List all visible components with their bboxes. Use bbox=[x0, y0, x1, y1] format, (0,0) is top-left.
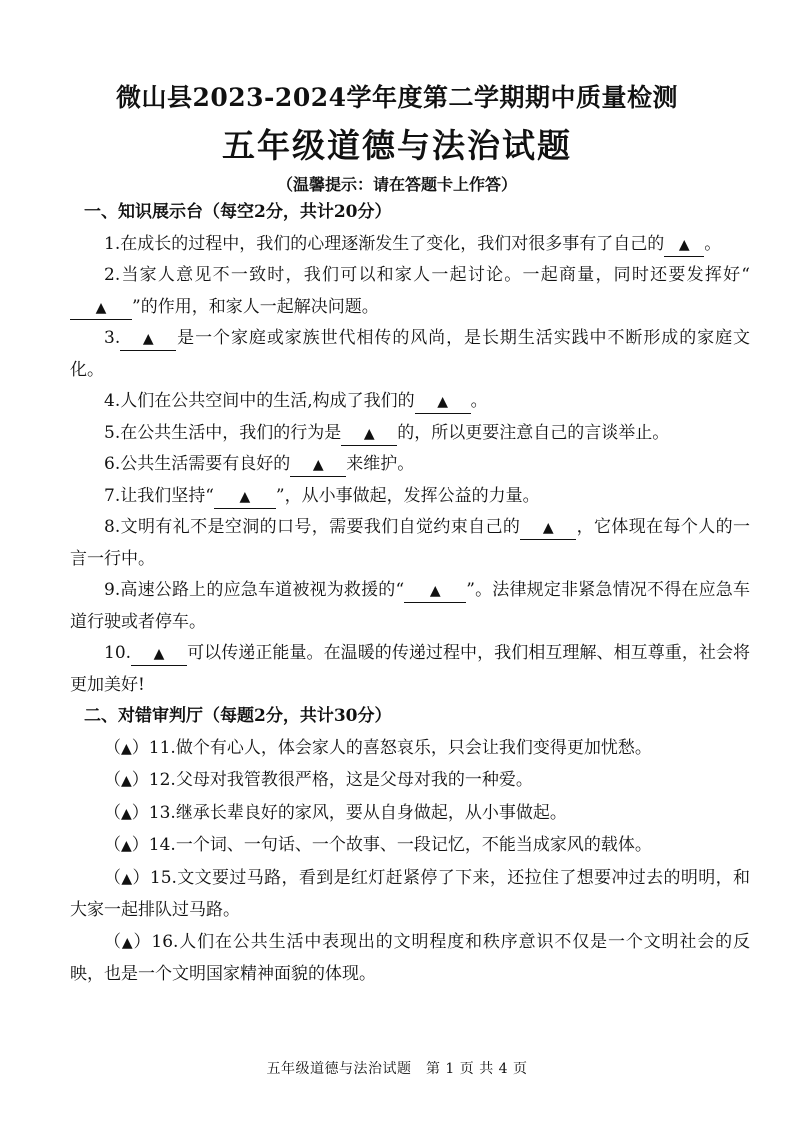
triangle-marker-icon: ▲ bbox=[121, 805, 132, 822]
question-10: 10. ▲ 可以传递正能量。在温暖的传递过程中，我们相互理解、相互尊重，社会将更加美好! bbox=[70, 643, 750, 695]
question-4: 4.人们在公共空间中的生活,构成了我们的 ▲ 。 bbox=[70, 386, 750, 418]
triangle-marker-icon: ▲ bbox=[121, 870, 133, 887]
question-1: 1.在成长的过程中，我们的心理逐渐发生了变化，我们对很多事有了自己的 ▲ 。 bbox=[70, 229, 750, 261]
triangle-marker-icon: ▲ bbox=[312, 457, 324, 473]
triangle-marker-icon: ▲ bbox=[142, 331, 154, 347]
question-12: （▲）12.父母对我管教很严格，这是父母对我的一种爱。 bbox=[104, 770, 533, 790]
question-14: （▲）14.一个词、一句话、一个故事、一段记忆，不能当成家风的载体。 bbox=[104, 835, 652, 855]
section1-heading: 一、知识展示台（每空2分，共计20分） bbox=[84, 202, 392, 222]
triangle-marker-icon: ▲ bbox=[95, 299, 107, 316]
question-13: （▲）13.继承长辈良好的家风，要从自身做起，从小事做起。 bbox=[104, 802, 567, 823]
triangle-marker-icon: ▲ bbox=[429, 583, 441, 599]
question-3: 3. ▲ 是一个家庭或家族世代相传的风尚，是长期生活实践中不断形成的家庭文化。 bbox=[70, 328, 750, 380]
answer-blank bbox=[120, 327, 176, 351]
answer-blank bbox=[70, 296, 132, 320]
answer-blank bbox=[415, 390, 471, 414]
exam-title-line2: 五年级道德与法治试题 bbox=[222, 126, 572, 165]
triangle-marker-icon: ▲ bbox=[121, 838, 132, 854]
question-6: 6.公共生活需要有良好的 ▲ 来维护。 bbox=[70, 449, 750, 481]
triangle-marker-icon: ▲ bbox=[363, 425, 375, 442]
question-16: （▲）16.人们在公共生活中表现出的文明程度和秩序意识不仅是一个文明社会的反映，也是一个文明国家精神面貌的体现。 bbox=[70, 931, 751, 984]
question-2: 2.当家人意见不一致时，我们可以和家人一起讨论。一起商量，同时还要发挥好“▲ ”的作用，和家人一起解决问题。 bbox=[70, 260, 750, 323]
question-7: 7.让我们坚持“ ▲ ”，从小事做起，发挥公益的力量。 bbox=[70, 481, 750, 513]
triangle-marker-icon: ▲ bbox=[121, 773, 132, 789]
question-11: （▲）11.做个有心人，体会家人的喜怒哀乐，只会让我们变得更加忧愁。 bbox=[104, 737, 652, 758]
triangle-marker-icon: ▲ bbox=[678, 236, 690, 253]
question-9: 9.高速公路上的应急车道被视为救援的“ ▲ ”。法律规定非紧急情况不得在应急车道行驶或者停车。 bbox=[70, 580, 750, 632]
answer-blank bbox=[520, 516, 576, 540]
page-footer: 五年级道德与法治试题 第 1 页 共 4 页 bbox=[266, 1061, 528, 1077]
answer-blank bbox=[131, 642, 187, 666]
answer-blank bbox=[404, 579, 466, 603]
triangle-marker-icon: ▲ bbox=[121, 934, 134, 951]
exam-tip: （温馨提示：请在答题卡上作答） bbox=[276, 175, 517, 194]
exam-content bbox=[70, 197, 750, 991]
question-5: 5.在公共生活中，我们的行为是 ▲ 的，所以更要注意自己的言谈举止。 bbox=[70, 418, 750, 450]
triangle-marker-icon: ▲ bbox=[437, 394, 449, 410]
triangle-marker-icon: ▲ bbox=[542, 520, 554, 536]
question-15: （▲）15.文文要过马路，看到是红灯赶紧停了下来，还拉住了想要冲过去的明明，和大家一起排队过马路。 bbox=[70, 867, 750, 920]
question-8: 8.文明有礼不是空洞的口号，需要我们自觉约束自己的 ▲ ，它体现在每个人的一言一行中。 bbox=[70, 517, 751, 569]
answer-blank bbox=[664, 233, 704, 257]
triangle-marker-icon: ▲ bbox=[121, 740, 132, 757]
section2-heading: 二、对错审判厅（每题2分，共计30分） bbox=[84, 706, 392, 726]
exam-title-line1: 微山县2023-2024学年度第二学期期中质量检测 bbox=[115, 83, 679, 112]
triangle-marker-icon: ▲ bbox=[153, 646, 165, 662]
answer-blank bbox=[290, 453, 346, 477]
answer-blank bbox=[214, 485, 276, 509]
triangle-marker-icon: ▲ bbox=[239, 488, 251, 505]
answer-blank bbox=[341, 422, 397, 446]
